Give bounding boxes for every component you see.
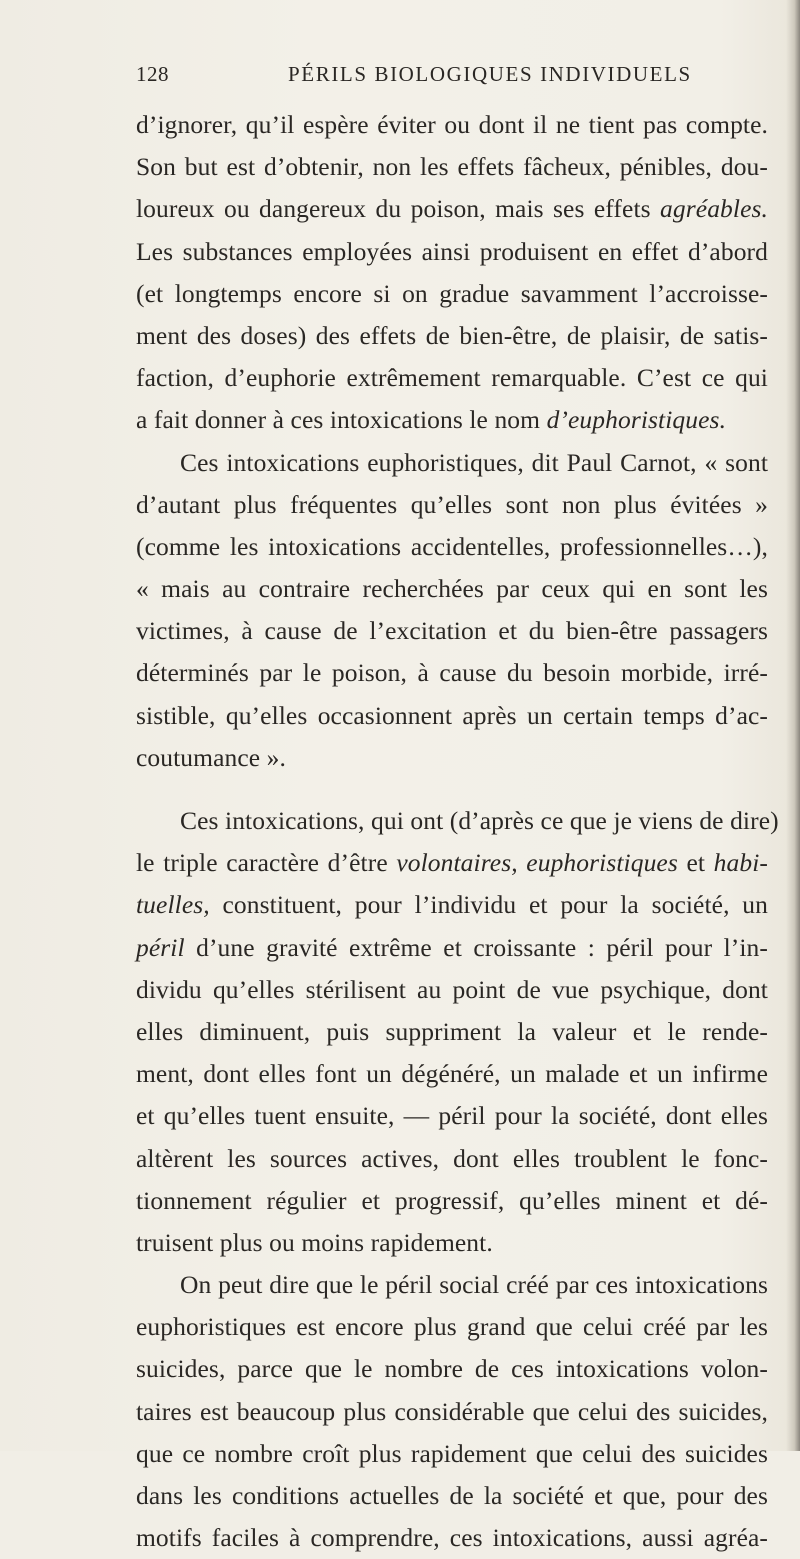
text-line: d’autant plus fréquentes qu’elles sont non plus évitées » [136,489,768,519]
text-line: faction, d’euphorie extrêmement remarquable. C’est ce qui [136,363,768,393]
text-line: Ces intoxications, qui ont (d’après ce que je viens de dire) [180,806,779,835]
text-line: péril d’une gravité extrême et croissante : péril pour l’in- [136,932,768,962]
text-line: On peut dire que le péril social créé par ces intoxications [180,1270,768,1300]
page-edge-shadow [786,0,800,1451]
running-title: PÉRILS BIOLOGIQUES INDIVIDUELS [288,62,692,86]
text-line: taires est beaucoup plus considérable que celui des suicides, [136,1396,768,1426]
text-line: déterminés par le poison, à cause du besoin morbide, irré- [136,658,768,688]
text-line: tuelles, constituent, pour l’individu et pour la société, un [136,890,768,920]
text-line: sistible, qu’elles occasionnent après un certain temps d’ac- [136,700,768,730]
text-line: altèrent les sources actives, dont elles troublent le fonc- [136,1143,768,1173]
text-line: coutumance ». [136,742,286,772]
text-line: ment, dont elles font un dégénéré, un malade et un infirme [136,1059,768,1089]
text-line: suicides, parce que le nombre de ces intoxications volon- [136,1354,768,1384]
page-number: 128 [136,62,169,86]
text-line: (comme les intoxications accidentelles, professionnelles…), [136,531,768,561]
text-line: « mais au contraire recherchées par ceux qui en sont les [136,574,768,604]
text-line: euphoristiques est encore plus grand que celui créé par les [136,1312,768,1342]
text-line: dans les conditions actuelles de la société et que, pour des [136,1481,768,1510]
text-line: dividu qu’elles stérilisent au point de vue psychique, dont [136,974,768,1004]
text-line: Ces intoxications euphoristiques, dit Paul Carnot, « sont [180,447,768,477]
text-line: que ce nombre croît plus rapidement que celui des suicides [136,1438,768,1468]
text-line: et qu’elles tuent ensuite, — péril pour la société, dont elles [136,1101,768,1131]
text-line: motifs faciles à comprendre, ces intoxications, aussi agréa- [136,1523,768,1553]
text-line: ment des doses) des effets de bien-être, de plaisir, de satis- [136,320,768,350]
text-line: d’ignorer, qu’il espère éviter ou dont il ne tient pas compte. [136,110,768,139]
text-line: victimes, à cause de l’excitation et du bien-être passagers [136,616,768,646]
text-line: le triple caractère d’être volontaires, euphoristiques et habi- [136,848,768,878]
text-line: Son but est d’obtenir, non les effets fâcheux, pénibles, dou- [136,152,768,182]
text-line: a fait donner à ces intoxications le nom d’euphoristiques. [136,405,727,435]
text-line: (et longtemps encore si on gradue savamment l’accroisse- [136,278,768,308]
text-line: truisent plus ou moins rapidement. [136,1227,493,1257]
text-line: elles diminuent, puis suppriment la valeur et le rende- [136,1016,768,1046]
text-line: loureux ou dangereux du poison, mais ses effets agréables. [136,194,768,224]
body-text [136,104,779,1559]
italic-word: d’euphoristiques. [546,405,727,435]
page-header [136,62,776,92]
text-line: tionnement régulier et progressif, qu’elles minent et dé- [136,1185,768,1215]
text-line: Les substances employées ainsi produisent en effet d’abord [136,236,768,266]
italic-word: agréables. [660,194,768,224]
